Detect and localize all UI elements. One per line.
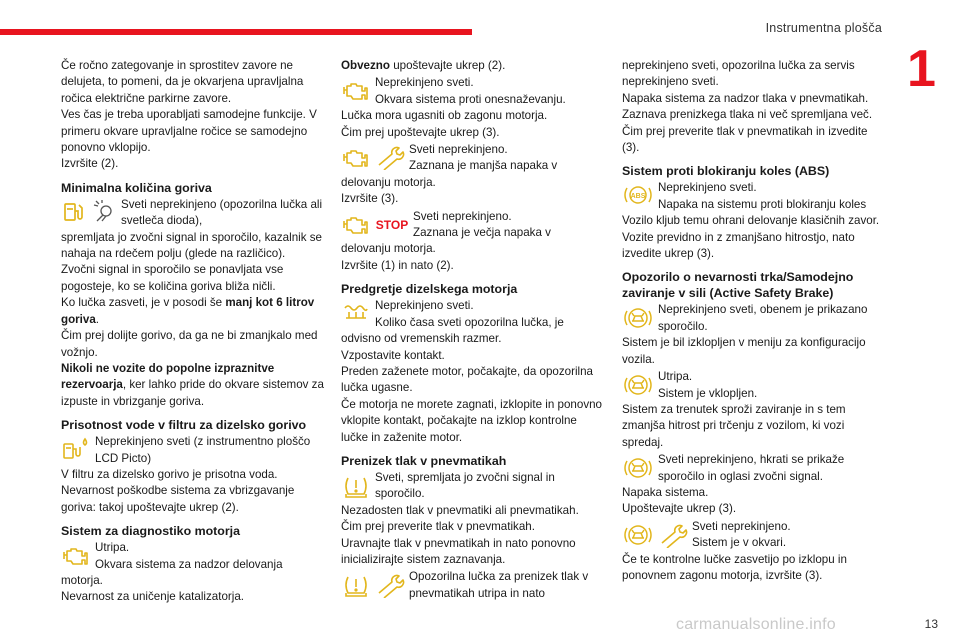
paragraph: Izvršite (3).: [341, 192, 399, 206]
glow-plug-icon: [341, 300, 371, 322]
paragraph: Nezadosten tlak v pnevmatiki ali pnevmatikah.: [341, 503, 579, 517]
paragraph: Izvršite (1) in nato (2).: [341, 258, 454, 272]
paragraph: motorja.: [61, 573, 103, 587]
indicator-row: Neprekinjeno sveti (z instrumentno ploščo LCD Picto): [61, 434, 327, 467]
paragraph: spremljata jo zvočni signal in sporočilo, kazalnik se nahaja na rdečem polju (glede na različico).: [61, 230, 322, 261]
heading-tyre-pressure: Prenizek tlak v pnevmatikah: [341, 453, 507, 468]
paragraph: Zaznava prenizkega tlaka ni več spremljana več.: [622, 108, 873, 122]
paragraph: Nevarnost poškodbe sistema za vbrizgavanje goriva: takoj upoštevajte ukrep (2).: [61, 484, 295, 514]
tyre-pressure-icon: [341, 472, 371, 500]
engine-icon: [341, 77, 371, 103]
heading-water-in-filter: Prisotnost vode v filtru za dizelsko gorivo: [61, 418, 307, 433]
paragraph: Vzpostavite kontakt.: [341, 348, 445, 362]
paragraph: Čim prej dolijte gorivo, da ga ne bi zmanjkalo med vožnjo.: [61, 329, 318, 359]
paragraph: Ko lučka zasveti, je v posodi še manj kot 6 litrov goriva.: [61, 296, 315, 326]
indicator-row: Sveti neprekinjeno. Zaznana je manjša napaka v: [341, 142, 607, 175]
section-title: Instrumentna plošča: [765, 21, 882, 35]
paragraph: Vozite previdno in z zmanjšano hitrostjo, nato izvedite ukrep (3).: [622, 230, 855, 261]
paragraph: Če motorja ne morete zagnati, izklopite in ponovno vklopite kontakt, počakajte na izklop kontrolne lučke in zaženite motor.: [341, 397, 603, 444]
indicator-row: Sveti, spremljata jo zvočni signal in sporočilo.: [341, 470, 607, 503]
tyre-pressure-icon: [341, 571, 371, 599]
column-3: [622, 58, 888, 584]
paragraph: Napaka sistema.: [622, 485, 709, 499]
wrench-icon: [658, 522, 688, 548]
paragraph: Uravnajte tlak v pnevmatikah in nato ponovno inicializirajte sistem zaznavanja.: [341, 536, 576, 566]
indicator-row: Neprekinjeno sveti. Koliko časa sveti opozorilna lučka, je: [341, 298, 607, 331]
paragraph: Izvršite (2).: [61, 157, 119, 171]
paragraph: odvisno od vremenskih razmer.: [341, 332, 502, 346]
svg-text:ABS: ABS: [630, 193, 646, 201]
paragraph: Napaka sistema za nadzor tlaka v pnevmatikah.: [622, 91, 869, 105]
heading-diesel-preheat: Predgretje dizelskega motorja: [341, 282, 518, 297]
paragraph: Čim prej preverite tlak v pnevmatikah.: [341, 520, 535, 534]
indicator-row: Neprekinjeno sveti, obenem je prikazano sporočilo.: [622, 302, 888, 335]
fuel-pump-icon: [61, 199, 87, 225]
led-indicator-icon: [91, 199, 117, 225]
indicator-row: Utripa. Sistem je vklopljen.: [622, 369, 888, 402]
collision-warning-icon: [622, 454, 654, 482]
paragraph: V filtru za dizelsko gorivo je prisotna voda.: [61, 467, 278, 481]
paragraph: delovanju motorja.: [341, 175, 436, 189]
chapter-number: 1: [907, 40, 936, 98]
paragraph: Nikoli ne vozite do popolne izpraznitve rezervoarja, ker lahko pride do okvare sistemov za izpuste in vbrizganje goriva.: [61, 361, 324, 408]
indicator-row: STOP Sveti neprekinjeno. Zaznana je večja napaka v: [341, 209, 607, 242]
indicator-row: Neprekinjeno sveti. Okvara sistema proti onesnaževanju.: [341, 75, 607, 108]
paragraph: delovanju motorja.: [341, 242, 436, 256]
paragraph: Obvezno upoštevajte ukrep (2).: [341, 59, 506, 72]
collision-warning-icon: [622, 521, 654, 549]
page-number: 13: [924, 617, 938, 631]
paragraph: Zvočni signal in sporočilo se ponavljata vse pogosteje, ko se količina goriva bliža ničli.: [61, 263, 284, 293]
heading-abs: Sistem proti blokiranju koles (ABS): [622, 164, 830, 179]
wrench-icon: [375, 144, 405, 170]
paragraph: Upoštevajte ukrep (3).: [622, 502, 737, 516]
paragraph: Lučka mora ugasniti ob zagonu motorja.: [341, 109, 548, 123]
column-1: [61, 58, 327, 606]
engine-icon: [61, 542, 91, 568]
paragraph: Če te kontrolne lučke zasvetijo po izklopu in ponovnem zagonu motorja, izvršite (3).: [622, 552, 847, 582]
indicator-row: Sveti neprekinjeno. Sistem je v okvari.: [622, 519, 888, 552]
heading-fuel: Minimalna količina goriva: [61, 180, 212, 195]
indicator-row: ABS Neprekinjeno sveti. Napaka na sistemu proti blokiranju koles: [622, 180, 888, 213]
paragraph: Vozilo kljub temu ohrani delovanje klasičnih zavor.: [622, 214, 880, 228]
paragraph: Nevarnost za uničenje katalizatorja.: [61, 590, 245, 604]
water-in-fuel-icon: [61, 436, 91, 462]
abs-icon: [622, 182, 654, 208]
paragraph: Če ročno zategovanje in sprostitev zavore ne delujeta, to pomeni, da je okvarjena upravljalna ročica električne parkirne zavore.: [61, 59, 304, 105]
paragraph: neprekinjeno sveti, opozorilna lučka za servis neprekinjeno sveti.: [622, 59, 855, 89]
heading-active-safety-brake: Opozorilo o nevarnosti trka/Samodejno zaviranje v sili (Active Safety Brake): [622, 270, 854, 301]
stop-icon: [375, 211, 409, 237]
paragraph: Čim prej preverite tlak v pnevmatikah in izvedite (3).: [622, 124, 868, 155]
indicator-row: Sveti neprekinjeno, hkrati se prikaže sporočilo in oglasi zvočni signal.: [622, 452, 888, 485]
paragraph: Čim prej upoštevajte ukrep (3).: [341, 125, 500, 139]
indicator-row: Sveti neprekinjeno (opozorilna lučka ali svetleča dioda),: [61, 197, 327, 230]
indicator-row: Utripa. Okvara sistema za nadzor delovanja: [61, 540, 327, 573]
paragraph: Sistem je bil izklopljen v meniju za konfiguracijo vozila.: [622, 336, 866, 366]
top-accent-bar: [0, 29, 472, 35]
collision-warning-icon: [622, 304, 654, 332]
column-2: [341, 58, 607, 602]
paragraph: Sistem za trenutek sproži zaviranje in s tem zmanjša hitrost pri trčenju z vozilom, ki vozi spredaj.: [622, 402, 846, 449]
paragraph: Preden zaženete motor, počakajte, da opozorilna lučka ugasne.: [341, 364, 594, 395]
engine-icon: [341, 144, 371, 170]
engine-icon: [341, 211, 371, 237]
wrench-icon: [375, 572, 405, 598]
paragraph: Ves čas je treba uporabljati samodejne funkcije. V primeru okvare upravljalne ročice se samodejno ponovno vklopijo.: [61, 108, 317, 155]
indicator-row: Opozorilna lučka za prenizek tlak v pnevmatikah utripa in nato: [341, 569, 607, 602]
heading-engine-diagnostics: Sistem za diagnostiko motorja: [61, 524, 241, 539]
svg-text:STOP: STOP: [375, 217, 409, 232]
collision-warning-icon: [622, 371, 654, 399]
watermark: carmanualsonline.info: [676, 616, 836, 633]
